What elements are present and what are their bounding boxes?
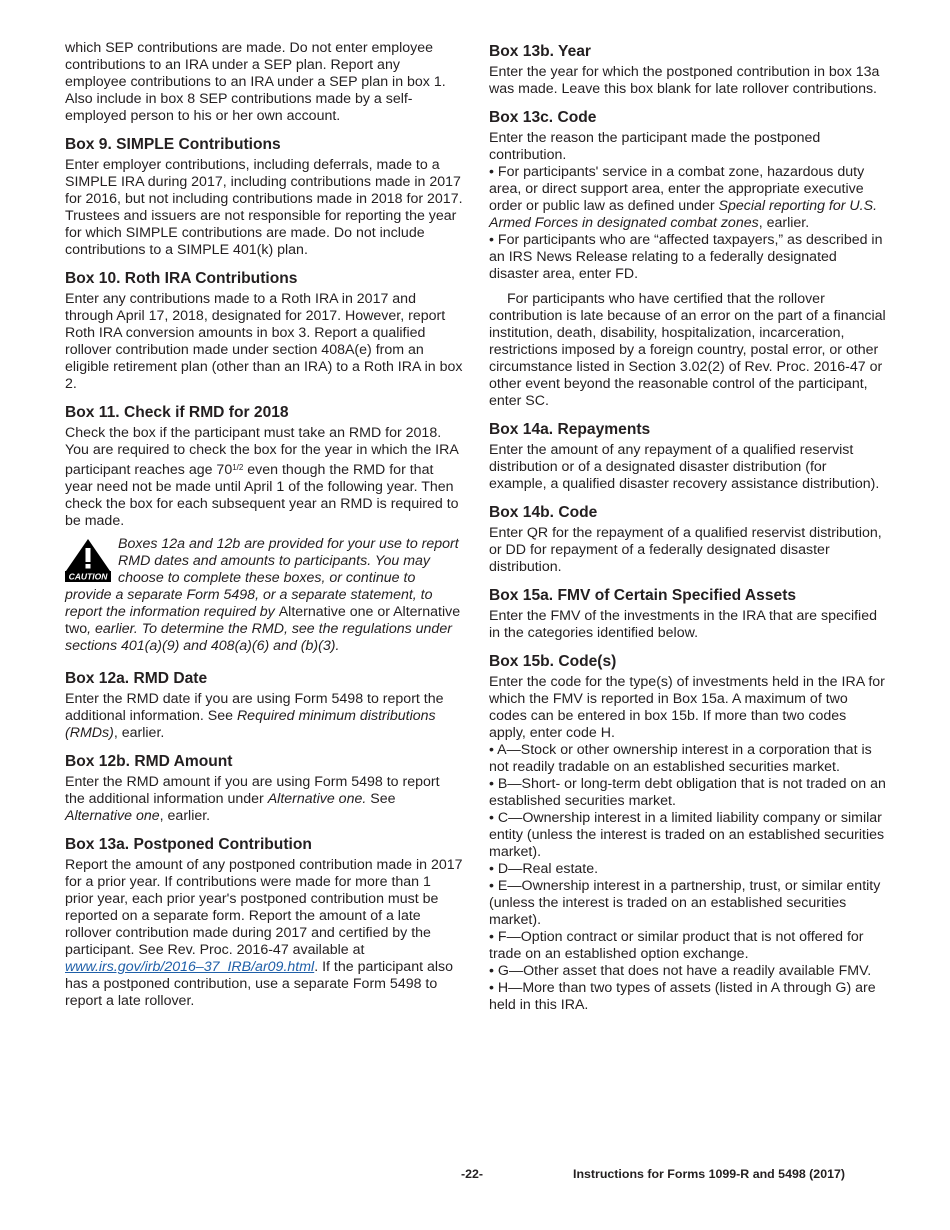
box15b-heading: Box 15b. Code(s) <box>489 653 617 670</box>
code-c: • C—Ownership interest in a limited liability company or similar entity (unless the interest is traded on an established securities market). <box>489 810 885 860</box>
box15a-text: Enter the FMV of the investments in the IRA that are specified in the categories identified below. <box>489 608 877 641</box>
intro-paragraph: which SEP contributions are made. Do not enter employee contributions to an IRA under a SEP plan. Report any employee contributions to an IRA under a SEP plan in box 1. Also include in box 8 SEP contributions made by a self-employed person to his or her own account. <box>65 40 446 124</box>
box12b-heading: Box 12b. RMD Amount <box>65 753 233 770</box>
box14a-text: Enter the amount of any repayment of a qualified reservist distribution or of a designated disaster distribution (for example, a qualified disaster recovery assistance distribution). <box>489 442 880 492</box>
box11-text: Check the box if the participant must take an RMD for 2018. You are required to check the box for the year in which the IRA participant reaches age $70^{1/2}$ even though the RMD for that year need not be made until April 1 of the following year. Then check the box for each subsequent year an RMD is required to be made. <box>65 425 459 529</box>
box12b-text: Enter the RMD amount if you are using Form 5498 to report the additional information under Alternative one. See Alternative one, earlier. <box>65 774 440 824</box>
box10-heading: Box 10. Roth IRA Contributions <box>65 270 298 287</box>
box15a-heading: Box 15a. FMV of Certain Specified Assets <box>489 587 797 604</box>
caution-text-a: Boxes 12a and 12b are provided for your use to report RMD dates and amounts to participants. You may choose to complete these boxes, or continue to provide a separate Form 5498, or a separate statement, to report the information required by <box>65 536 459 620</box>
code-h: • H—More than two types of assets (listed in A through G) are held in this IRA. <box>489 980 876 1013</box>
box13b-text: Enter the year for which the postponed contribution in box 13a was made. Leave this box blank for late rollover contributions. <box>489 64 880 97</box>
box9-text: Enter employer contributions, including deferrals, made to a SIMPLE IRA during 2017, including contributions made in 2017 for 2016, but not including contributions made in 2018 for 2017. Trustees and issuers are not responsible for reporting the year for which SIMPLE contributions are made. Do not include contributions to a SIMPLE 401(k) plan. <box>65 157 463 258</box>
box14b-heading: Box 14b. Code <box>489 504 598 521</box>
code-g: • G—Other asset that does not have a readily available FMV. <box>489 963 872 979</box>
left-column <box>65 40 463 1010</box>
box13c-text: Enter the reason the participant made the postponed contribution. <box>489 130 821 163</box>
box12a-text: Enter the RMD date if you are using Form 5498 to report the additional information. See Required minimum distributions (RMDs), earlier. <box>65 691 444 741</box>
caution-note: CAUTION Boxes 12a and 12b are provided for your use to report RMD dates and amounts to participants. You may choose to complete these boxes, or continue to provide a separate Form 5498, or a separate statement, to report the information required by Alternative one or Alternative two, earlier. To determine the RMD, see the regulations under sections 401(a)(9) and 408(a)(6) and (b)(3). <box>65 536 461 654</box>
box13b-heading: Box 13b. Year <box>489 43 591 60</box>
box9-heading: Box 9. SIMPLE Contributions <box>65 136 281 153</box>
svg-text:CAUTION: CAUTION <box>68 571 108 582</box>
box13a-heading: Box 13a. Postponed Contribution <box>65 836 312 853</box>
box13c-bullet-combat: • For participants' service in a combat zone, hazardous duty area, or direct support area, enter the appropriate executive order or public law as defined under Special reporting for U.S. Armed Forces in designated combat zones, earlier. <box>489 164 878 231</box>
caution-icon <box>65 538 111 582</box>
box15b-text: Enter the code for the type(s) of investments held in the IRA for which the FMV is reported in Box 15a. A maximum of two codes can be entered in box 15b. If more than two codes apply, enter code H. <box>489 674 885 741</box>
code-a: • A—Stock or other ownership interest in a corporation that is not readily tradable on an established securities market. <box>489 742 872 775</box>
box13a-text: Report the amount of any postponed contribution made in 2017 for a prior year. If contributions were made for more than 1 prior year, each prior year's postponed contribution must be reported on a separate form. Report the amount of a late rollover contribution made during 2017 and certified by the participant. See Rev. Proc. 2016-47 available at www.irs.gov/irb/2016–37_IRB/ar09.html. If the participant also has a postponed contribution, use a separate Form 5498 to report a late rollover. <box>65 857 463 1009</box>
box11-heading: Box 11. Check if RMD for 2018 <box>65 404 289 421</box>
box14b-text: Enter QR for the repayment of a qualified reservist distribution, or DD for repayment of a federally designated disaster distribution. <box>489 525 882 575</box>
box10-text: Enter any contributions made to a Roth IRA in 2017 and through April 17, 2018, designated for 2017. However, report Roth IRA conversion amounts in box 3. Report a qualified rollover contribution made under section 408A(e) from an eligible retirement plan (other than an IRA) to a Roth IRA in box 2. <box>65 291 463 392</box>
right-column <box>489 40 887 1014</box>
page-number: -22- <box>461 1167 484 1181</box>
code-b: • B—Short- or long-term debt obligation that is not traded on an established securities market. <box>489 776 886 809</box>
document-title: Instructions for Forms 1099-R and 5498 (2017) <box>573 1167 845 1181</box>
code-e: • E—Ownership interest in a partnership, trust, or similar entity (unless the interest is traded on an established securities market). <box>489 878 881 928</box>
box13c-rollover-paragraph: For participants who have certified that the rollover contribution is late because of an error on the part of a financial institution, death, disability, hospitalization, incarceration, restrictions imposed by a foreign country, postal error, or other circumstance listed in Section 3.02(2) of Rev. Proc. 2016-47 or other event beyond the reasonable control of the participant, enter SC. <box>489 291 886 409</box>
code-d: • D—Real estate. <box>489 861 599 877</box>
box12a-heading: Box 12a. RMD Date <box>65 670 208 687</box>
irs-rev-proc-link[interactable]: www.irs.gov/irb/2016–37_IRB/ar09.html <box>65 959 315 975</box>
code-f: • F—Option contract or similar product that is not offered for trade on an established option exchange. <box>489 929 864 962</box>
box13c-heading: Box 13c. Code <box>489 109 597 126</box>
box14a-heading: Box 14a. Repayments <box>489 421 651 438</box>
fraction-half: 1/2 <box>232 463 244 472</box>
box13c-bullet-disaster: • For participants who are “affected taxpayers,” as described in an IRS News Release relating to a federally designated disaster area, enter FD. <box>489 232 883 282</box>
